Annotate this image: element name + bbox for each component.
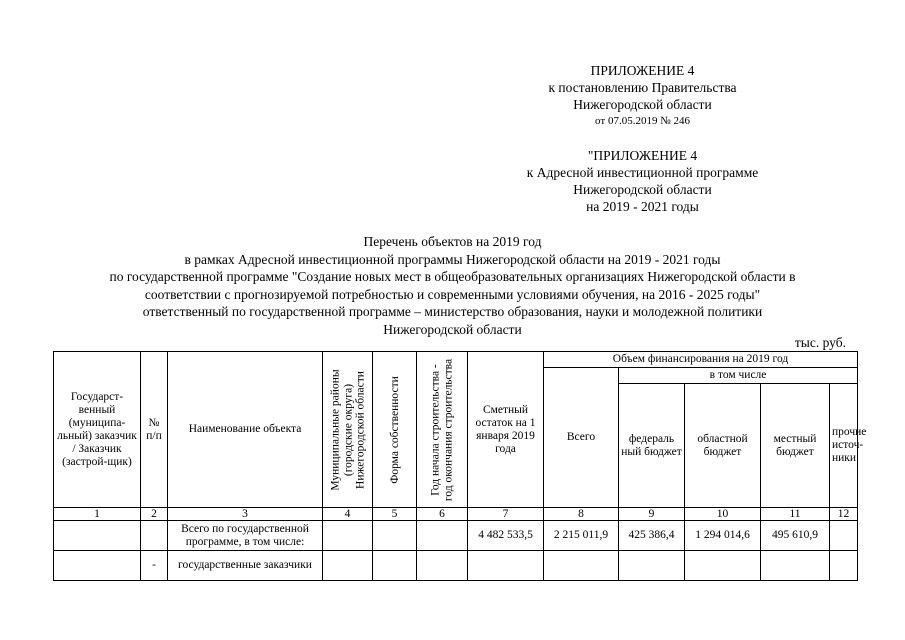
appendix-reference: к постановлению Правительства [548, 80, 737, 95]
appendix-date: от 07.05.2019 № 246 [595, 115, 690, 127]
header-districts: Муниципальные районы (городские округа) Нижегородской области [328, 368, 366, 491]
column-number: 2 [141, 508, 168, 521]
column-number: 4 [323, 508, 373, 521]
header-regional: областной бюджет [685, 384, 761, 508]
cell-federal [619, 551, 685, 581]
cell-districts [323, 521, 373, 551]
objects-table [53, 351, 867, 581]
cell-federal: 425 386,4 [619, 521, 685, 551]
title-line-3: по государственной программе "Создание новых мест в общеобразовательных организациях Нижегородской области в [109, 269, 796, 284]
cell-number: - [141, 551, 168, 581]
appendix-region: Нижегородской области [573, 97, 712, 112]
cell-districts [323, 551, 373, 581]
cell-local: 495 610,9 [761, 521, 830, 551]
header-other: прочие источ-ники [830, 384, 858, 508]
table-row [54, 551, 858, 581]
program-appendix-header [500, 147, 785, 215]
header-ownership: Форма собственности [388, 375, 401, 484]
title-line-5: ответственный по государственной программе – министерство образования, науки и молодежной политики [142, 304, 763, 319]
cell-other [830, 551, 858, 581]
header-object-name: Наименование объекта [168, 352, 323, 508]
column-number: 6 [417, 508, 468, 521]
column-number: 10 [685, 508, 761, 521]
appendix-header [500, 62, 785, 130]
units-label: тыс. руб. [794, 335, 846, 350]
header-years: Год начала строительства - год окончания строительства [429, 358, 454, 501]
cell-regional: 1 294 014,6 [685, 521, 761, 551]
header-districts-cell [323, 352, 373, 508]
document-title [40, 233, 865, 338]
program-appendix-reference: к Адресной инвестиционной программе [526, 165, 759, 180]
program-appendix-years: на 2019 - 2021 годы [586, 199, 699, 214]
column-number: 11 [761, 508, 830, 521]
header-including: в том числе [619, 368, 858, 384]
column-number: 3 [168, 508, 323, 521]
cell-regional [685, 551, 761, 581]
column-number: 7 [468, 508, 544, 521]
cell-years [417, 551, 468, 581]
header-customer: Государст-венный (муниципа-льный) заказчик / Заказчик (застрой-щик) [54, 352, 141, 508]
header-row-1 [54, 352, 858, 368]
cell-total: 2 215 011,9 [544, 521, 619, 551]
header-remaining: Сметный остаток на 1 января 2019 года [468, 352, 544, 508]
column-number: 5 [373, 508, 417, 521]
title-line-2: в рамках Адресной инвестиционной программы Нижегородской области на 2019 - 2021 годы [184, 251, 721, 267]
cell-remaining: 4 482 533,5 [468, 521, 544, 551]
cell-total [544, 551, 619, 581]
cell-object-name: государственные заказчики [168, 551, 323, 581]
cell-object-name: Всего по государственной программе, в том числе: [168, 521, 323, 551]
cell-years [417, 521, 468, 551]
column-numbers-row [54, 508, 858, 521]
cell-local [761, 551, 830, 581]
cell-ownership [373, 551, 417, 581]
header-total: Всего [544, 368, 619, 508]
title-line-6: Нижегородской области [383, 321, 522, 337]
column-number: 8 [544, 508, 619, 521]
header-ownership-cell [373, 352, 417, 508]
appendix-title: ПРИЛОЖЕНИЕ 4 [590, 63, 695, 78]
title-line-1: Перечень объектов на 2019 год [363, 234, 542, 249]
header-number: № п/п [141, 352, 168, 508]
column-number: 9 [619, 508, 685, 521]
cell-customer [54, 551, 141, 581]
cell-number [141, 521, 168, 551]
header-federal: федераль ный бюджет [619, 384, 685, 508]
column-number: 12 [830, 508, 858, 521]
table-row [54, 521, 858, 551]
header-funding-group: Объем финансирования на 2019 год [544, 352, 858, 368]
title-line-4: соответствии с прогнозируемой потребностью и современными условиями обучения, на 2016 - 2025 годы" [144, 286, 761, 302]
program-appendix-title: "ПРИЛОЖЕНИЕ 4 [587, 148, 698, 163]
cell-customer [54, 521, 141, 551]
header-local: местный бюджет [761, 384, 830, 508]
cell-other [830, 521, 858, 551]
cell-remaining [468, 551, 544, 581]
column-number: 1 [54, 508, 141, 521]
program-appendix-region: Нижегородской области [573, 182, 712, 197]
cell-ownership [373, 521, 417, 551]
header-years-cell [417, 352, 468, 508]
